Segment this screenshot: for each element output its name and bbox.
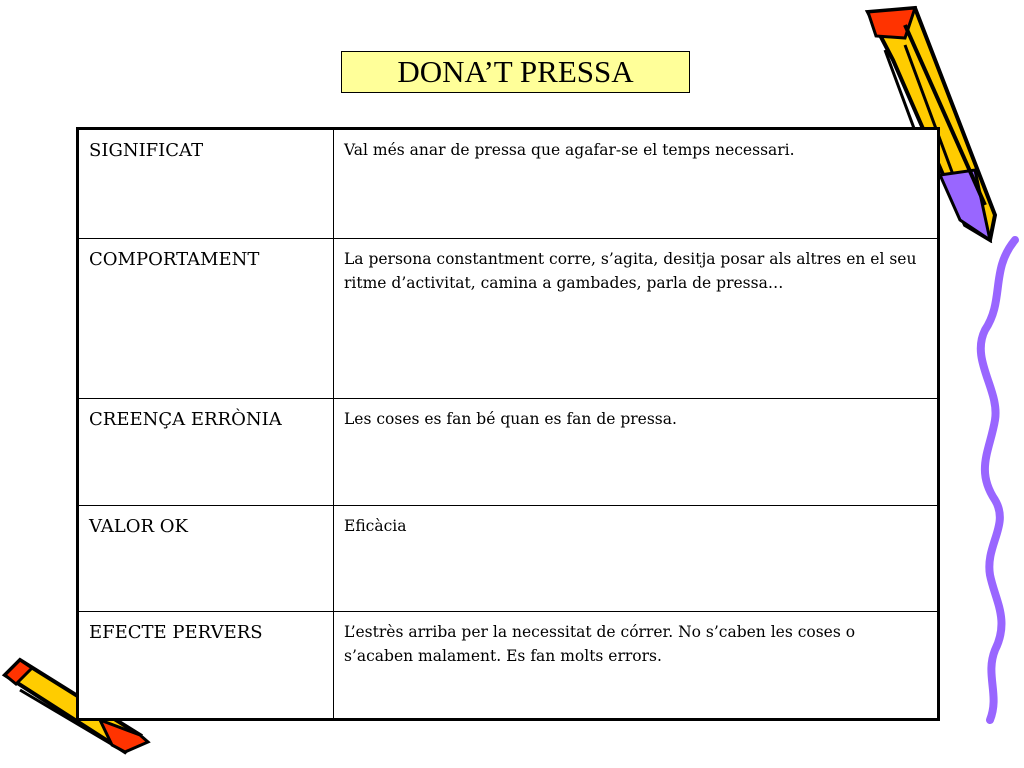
row-text: La persona constantment corre, s’agita, desitja posar als altres en el seu ritme d’activitat, camina a gambades, parla de pressa… xyxy=(334,239,939,399)
info-table xyxy=(76,127,940,721)
table-row xyxy=(78,506,939,612)
row-text: Eficàcia xyxy=(334,506,939,612)
squiggle-line xyxy=(981,240,1015,720)
row-term: EFECTE PERVERS xyxy=(78,612,334,720)
page-title: DONA’T PRESSA xyxy=(397,54,634,89)
row-text: Val més anar de pressa que agafar-se el temps necessari. xyxy=(334,129,939,239)
table-row xyxy=(78,129,939,239)
row-text: L’estrès arriba per la necessitat de córrer. No s’caben les coses o s’acaben malament. Es fan molts errors. xyxy=(334,612,939,720)
row-term: COMPORTAMENT xyxy=(78,239,334,399)
table-row xyxy=(78,612,939,720)
row-text: Les coses es fan bé quan es fan de pressa. xyxy=(334,399,939,506)
table-row xyxy=(78,399,939,506)
title-box xyxy=(341,51,690,93)
table-row xyxy=(78,239,939,399)
row-term: VALOR OK xyxy=(78,506,334,612)
row-term: SIGNIFICAT xyxy=(78,129,334,239)
row-term: CREENÇA ERRÒNIA xyxy=(78,399,334,506)
